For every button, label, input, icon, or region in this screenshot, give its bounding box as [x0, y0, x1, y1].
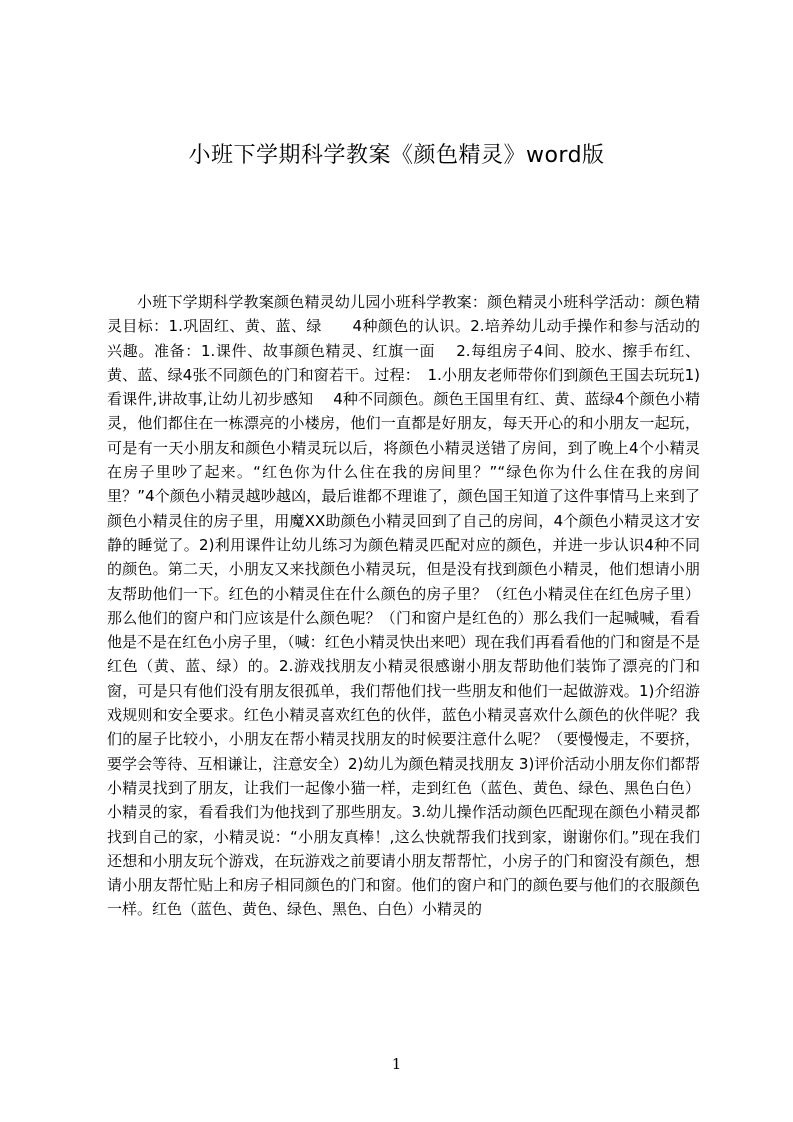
document-title: 小班下学期科学教案《颜色精灵》word版 [188, 143, 605, 168]
document-body-paragraph: 小班下学期科学教案颜色精灵幼儿园小班科学教案：颜色精灵小班科学活动：颜色精灵目标：1.巩固红、黄、蓝、绿 4种颜色的认识。2.培养幼儿动手操作和参与活动的兴趣。准备：1.课件、故事颜色精灵、红旗一面 2.每组房子4间、胶水、擦手布红、黄、蓝、绿4张不同颜色的门和窗若干。过程： 1.小朋友老师带你们到颜色王国去玩玩1)看课件,讲故事,让幼儿初步感知 4种不同颜色。颜色王国里有红、黄、蓝绿4个颜色小精灵，他们都住在一栋漂亮的小楼房，他们一直都是好朋友，每天开心的和小朋友一起玩，可是有一天小朋友和颜色小精灵玩以后，将颜色小精灵送错了房间，到了晚上4个小精灵在房子里吵了起来。“红色你为什么住在我的房间里？”“绿色你为什么住在我的房间里？”4个颜色小精灵越吵越凶，最后谁都不理谁了，颜色国王知道了这件事情马上来到了颜色小精灵住的房子里，用魔XX助颜色小精灵回到了自己的房间，4个颜色小精灵这才安静的睡觉了。2)利用课件让幼儿练习为颜色精灵匹配对应的颜色，并进一步认识4种不同的颜色。第二天，小朋友又来找颜色小精灵玩，但是没有找到颜色小精灵，他们想请小朋友帮助他们一下。红色的小精灵住在什么颜色的房子里？（红色小精灵住在红色房子里）那么他们的窗户和门应该是什么颜色呢？（门和窗户是红色的）那么我们一起喊喊，看看他是不是在红色小房子里，（喊：红色小精灵快出来吧）现在我们再看看他的门和窗是不是红色（黄、蓝、绿）的。2.游戏找朋友小精灵很感谢小朋友帮助他们装饰了漂亮的门和窗，可是只有他们没有朋友很孤单，我们帮他们找一些朋友和他们一起做游戏。1)介绍游戏规则和安全要求。红色小精灵喜欢红色的伙伴，蓝色小精灵喜欢什么颜色的伙伴呢？我们的屋子比较小，小朋友在帮小精灵找朋友的时候要注意什么呢？（要慢慢走，不要挤，要学会等待、互相谦让，注意安全）2)幼儿为颜色精灵找朋友 3)评价活动小朋友你们都帮小精灵找到了朋友，让我们一起像小猫一样，走到红色（蓝色、黄色、绿色、黑色白色）小精灵的家，看看我们为他找到了那些朋友。3.幼儿操作活动颜色匹配现在颜色小精灵都找到自己的家，小精灵说：“小朋友真棒！,这么快就帮我们找到家，谢谢你们。”现在我们还想和小朋友玩个游戏，在玩游戏之前要请小朋友帮帮忙，小房子的门和窗没有颜色，想请小朋友帮忙贴上和房子相同颜色的门和窗。他们的窗户和门的颜色要与他们的衣服颜色一样。红色（蓝色、黄色、绿色、黑色、白色）小精灵的 [107, 293, 700, 919]
page-number: 1 [391, 1055, 402, 1073]
